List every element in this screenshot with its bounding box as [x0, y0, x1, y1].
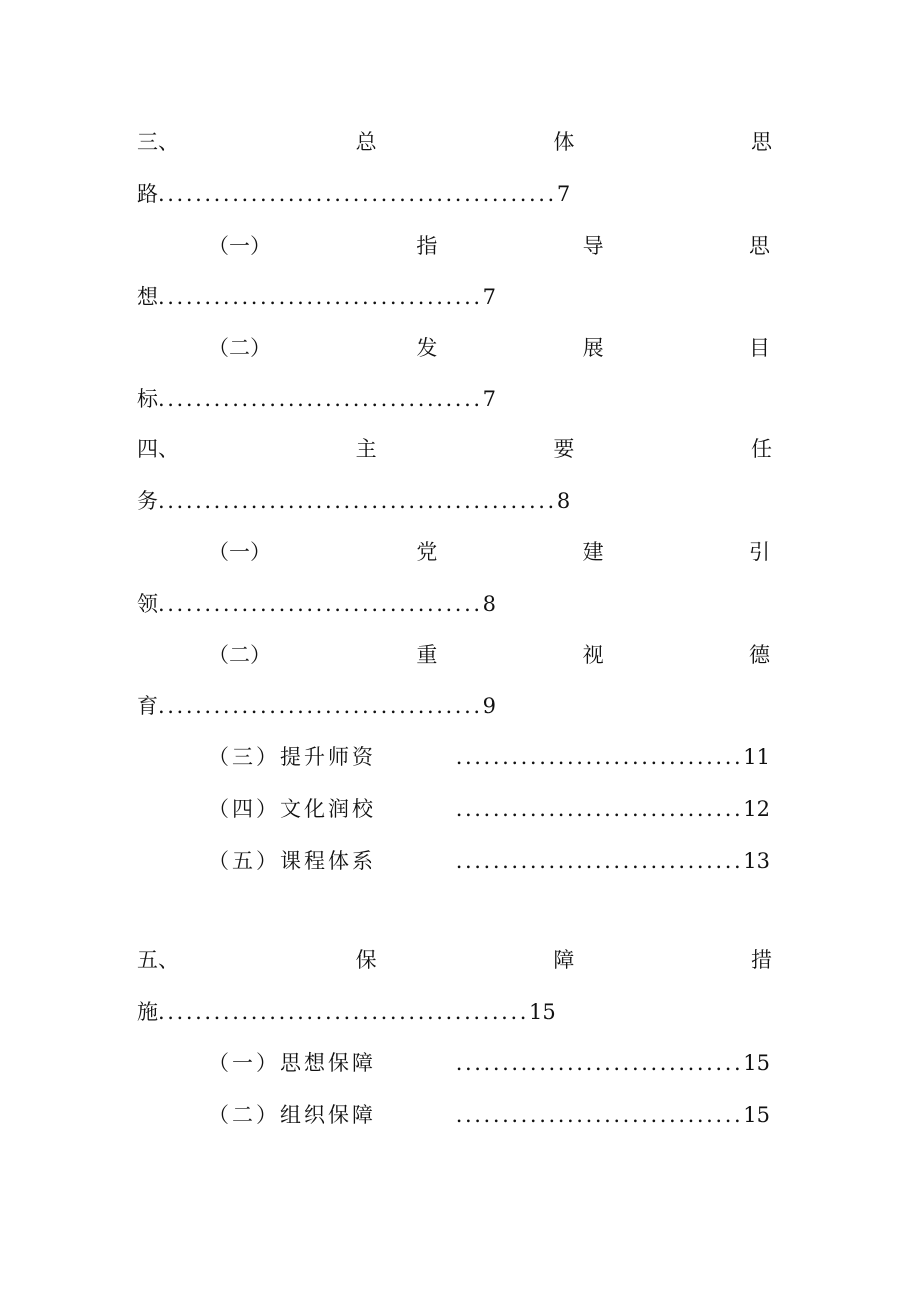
toc-entry-5-2[interactable] — [208, 1100, 770, 1130]
toc-label: （四）文化润校 — [208, 797, 376, 821]
toc-leader-dots: ............................... — [455, 1103, 744, 1127]
toc-label: （二） — [208, 643, 271, 667]
toc-entry-5-1[interactable] — [208, 1048, 770, 1078]
toc-leader-dots: ................................... — [158, 285, 483, 309]
toc-char: 党 — [416, 540, 438, 564]
toc-char: 标 — [137, 387, 158, 411]
toc-entry-3-1[interactable] — [137, 282, 496, 312]
toc-heading-3-line1 — [137, 127, 772, 157]
toc-char: 任 — [750, 437, 772, 461]
toc-char: 障 — [553, 948, 575, 972]
toc-char: 引 — [748, 540, 770, 564]
toc-label: 五、 — [137, 948, 179, 972]
toc-label: （五）课程体系 — [208, 849, 376, 873]
toc-label: （一） — [208, 540, 271, 564]
toc-entry-4-2[interactable] — [137, 691, 496, 721]
toc-char: 思 — [750, 130, 772, 154]
toc-heading-4-1-line1 — [208, 537, 770, 567]
toc-char: 保 — [355, 948, 377, 972]
toc-leader-dots: ................................... — [158, 387, 483, 411]
toc-char: 总 — [355, 130, 377, 154]
toc-page-number: 15 — [743, 1051, 770, 1075]
toc-heading-4-line1 — [137, 434, 772, 464]
toc-char: 育 — [137, 694, 158, 718]
toc-leader-dots: ................................... — [158, 592, 483, 616]
toc-char: 建 — [582, 540, 604, 564]
toc-char: 导 — [582, 234, 604, 258]
toc-label: （三）提升师资 — [208, 745, 376, 769]
toc-char: 体 — [553, 130, 575, 154]
toc-entry-3-2[interactable] — [137, 384, 496, 414]
toc-leader-dots: ........................................... — [158, 182, 557, 206]
toc-entry-4-4[interactable] — [208, 794, 770, 824]
toc-char: 指 — [416, 234, 438, 258]
toc-page-number: 9 — [482, 694, 497, 718]
toc-char: 务 — [137, 489, 158, 513]
toc-page-number: 8 — [482, 592, 497, 616]
toc-leader-dots: ............................... — [455, 1051, 744, 1075]
toc-label: （一） — [208, 234, 271, 258]
toc-page-number: 15 — [743, 1103, 770, 1127]
toc-label: 三、 — [137, 130, 179, 154]
toc-char: 德 — [748, 643, 770, 667]
toc-char: 路 — [137, 182, 158, 206]
toc-char: 发 — [416, 336, 438, 360]
toc-char: 措 — [750, 948, 772, 972]
toc-entry-4-1[interactable] — [137, 589, 496, 619]
toc-char: 目 — [748, 336, 770, 360]
toc-char: 展 — [582, 336, 604, 360]
toc-page-number: 7 — [482, 387, 497, 411]
toc-label: （二）组织保障 — [208, 1103, 376, 1127]
toc-leader-dots: ............................... — [455, 745, 744, 769]
toc-label: （二） — [208, 336, 271, 360]
toc-page-number: 11 — [743, 745, 770, 769]
toc-page-number: 13 — [743, 849, 770, 873]
toc-char: 思 — [748, 234, 770, 258]
toc-leader-dots: ............................... — [455, 849, 744, 873]
toc-leader-dots: ........................................... — [158, 489, 557, 513]
toc-char: 领 — [137, 592, 158, 616]
toc-char: 想 — [137, 285, 158, 309]
toc-entry-3[interactable] — [137, 179, 570, 209]
toc-char: 主 — [355, 437, 377, 461]
toc-page-number: 7 — [482, 285, 497, 309]
toc-page-number: 15 — [529, 1000, 556, 1024]
toc-entry-4-3[interactable] — [208, 742, 770, 772]
toc-label: （一）思想保障 — [208, 1051, 376, 1075]
toc-heading-5-line1 — [137, 945, 772, 975]
toc-entry-4[interactable] — [137, 486, 570, 516]
toc-char: 视 — [582, 643, 604, 667]
toc-heading-4-2-line1 — [208, 640, 770, 670]
toc-label: 四、 — [137, 437, 179, 461]
toc-leader-dots: ................................... — [158, 694, 483, 718]
toc-page-number: 7 — [556, 182, 571, 206]
toc-leader-dots: ........................................ — [158, 1000, 530, 1024]
toc-page-number: 8 — [556, 489, 571, 513]
toc-heading-3-2-line1 — [208, 333, 770, 363]
toc-heading-3-1-line1 — [208, 231, 770, 261]
toc-leader-dots: ............................... — [455, 797, 744, 821]
toc-char: 重 — [416, 643, 438, 667]
toc-page-number: 12 — [743, 797, 770, 821]
toc-char: 施 — [137, 1000, 158, 1024]
toc-entry-4-5[interactable] — [208, 846, 770, 876]
toc-char: 要 — [553, 437, 575, 461]
toc-entry-5[interactable] — [137, 997, 556, 1027]
